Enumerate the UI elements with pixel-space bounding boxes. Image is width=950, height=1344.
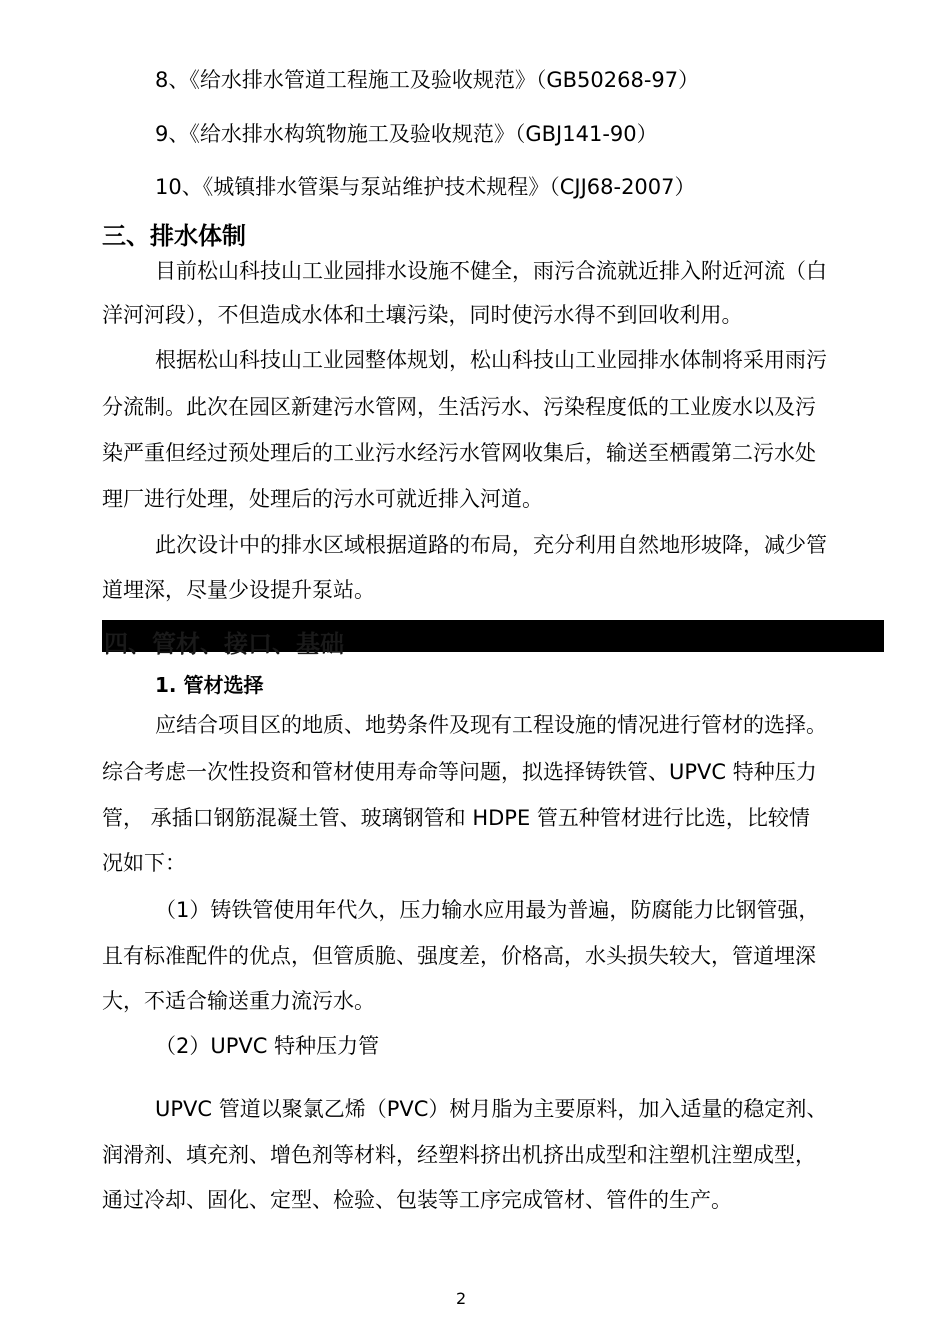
paragraph-line: 理厂进行处理，处理后的污水可就近排入河道。 — [102, 487, 543, 511]
section-heading: 三、排水体制 — [102, 222, 246, 250]
paragraph-line: 润滑剂、填充剂、增色剂等材料，经塑料挤出机挤出成型和注塑机注塑成型， — [102, 1143, 816, 1167]
list-item-title: （2）UPVC 特种压力管 — [155, 1034, 380, 1058]
paragraph-line: 管， 承插口钢筋混凝土管、玻璃钢管和 HDPE 管五种管材进行比选，比较情 — [102, 806, 810, 830]
page-number: 2 — [456, 1289, 467, 1308]
paragraph-line: 染严重但经过预处理后的工业污水经污水管网收集后，输送至栖霞第二污水处 — [102, 441, 816, 465]
paragraph-line: 大，不适合输送重力流污水。 — [102, 989, 375, 1013]
paragraph-line: 此次设计中的排水区域根据道路的布局，充分利用自然地形坡降，减少管 — [155, 533, 827, 557]
section-heading: 四、管材、接口、基础 — [104, 630, 344, 658]
subsection-heading: 1. 管材选择 — [155, 673, 264, 697]
paragraph-line: 分流制。此次在园区新建污水管网，生活污水、污染程度低的工业废水以及污 — [102, 395, 816, 419]
paragraph-line: （1）铸铁管使用年代久，压力输水应用最为普遍，防腐能力比钢管强， — [155, 898, 820, 922]
reference-item: 10、《城镇排水管渠与泵站维护技术规程》（CJJ68-2007） — [155, 175, 696, 199]
paragraph-line: UPVC 管道以聚氯乙烯（PVC）树月脂为主要原料，加入适量的稳定剂、 — [155, 1097, 828, 1121]
paragraph-line: 综合考虑一次性投资和管材使用寿命等问题，拟选择铸铁管、UPVC 特种压力 — [102, 760, 817, 784]
paragraph-line: 道埋深，尽量少设提升泵站。 — [102, 578, 375, 602]
paragraph-line: 况如下： — [102, 851, 186, 875]
reference-item: 8、《给水排水管道工程施工及验收规范》（GB50268-97） — [155, 68, 700, 92]
reference-item: 9、《给水排水构筑物施工及验收规范》（GBJ141-90） — [155, 122, 658, 146]
paragraph-line: 且有标准配件的优点，但管质脆、强度差，价格高，水头损失较大，管道埋深 — [102, 944, 816, 968]
paragraph-line: 根据松山科技山工业园整体规划，松山科技山工业园排水体制将采用雨污 — [155, 348, 827, 372]
paragraph-line: 目前松山科技山工业园排水设施不健全，雨污合流就近排入附近河流（白 — [155, 259, 827, 283]
section-heading-highlight — [102, 620, 884, 658]
paragraph-line: 应结合项目区的地质、地势条件及现有工程设施的情况进行管材的选择。 — [155, 713, 827, 737]
paragraph-line: 通过冷却、固化、定型、检验、包装等工序完成管材、管件的生产。 — [102, 1188, 732, 1212]
paragraph-line: 洋河河段），不但造成水体和土壤污染，同时使污水得不到回收利用。 — [102, 303, 743, 327]
